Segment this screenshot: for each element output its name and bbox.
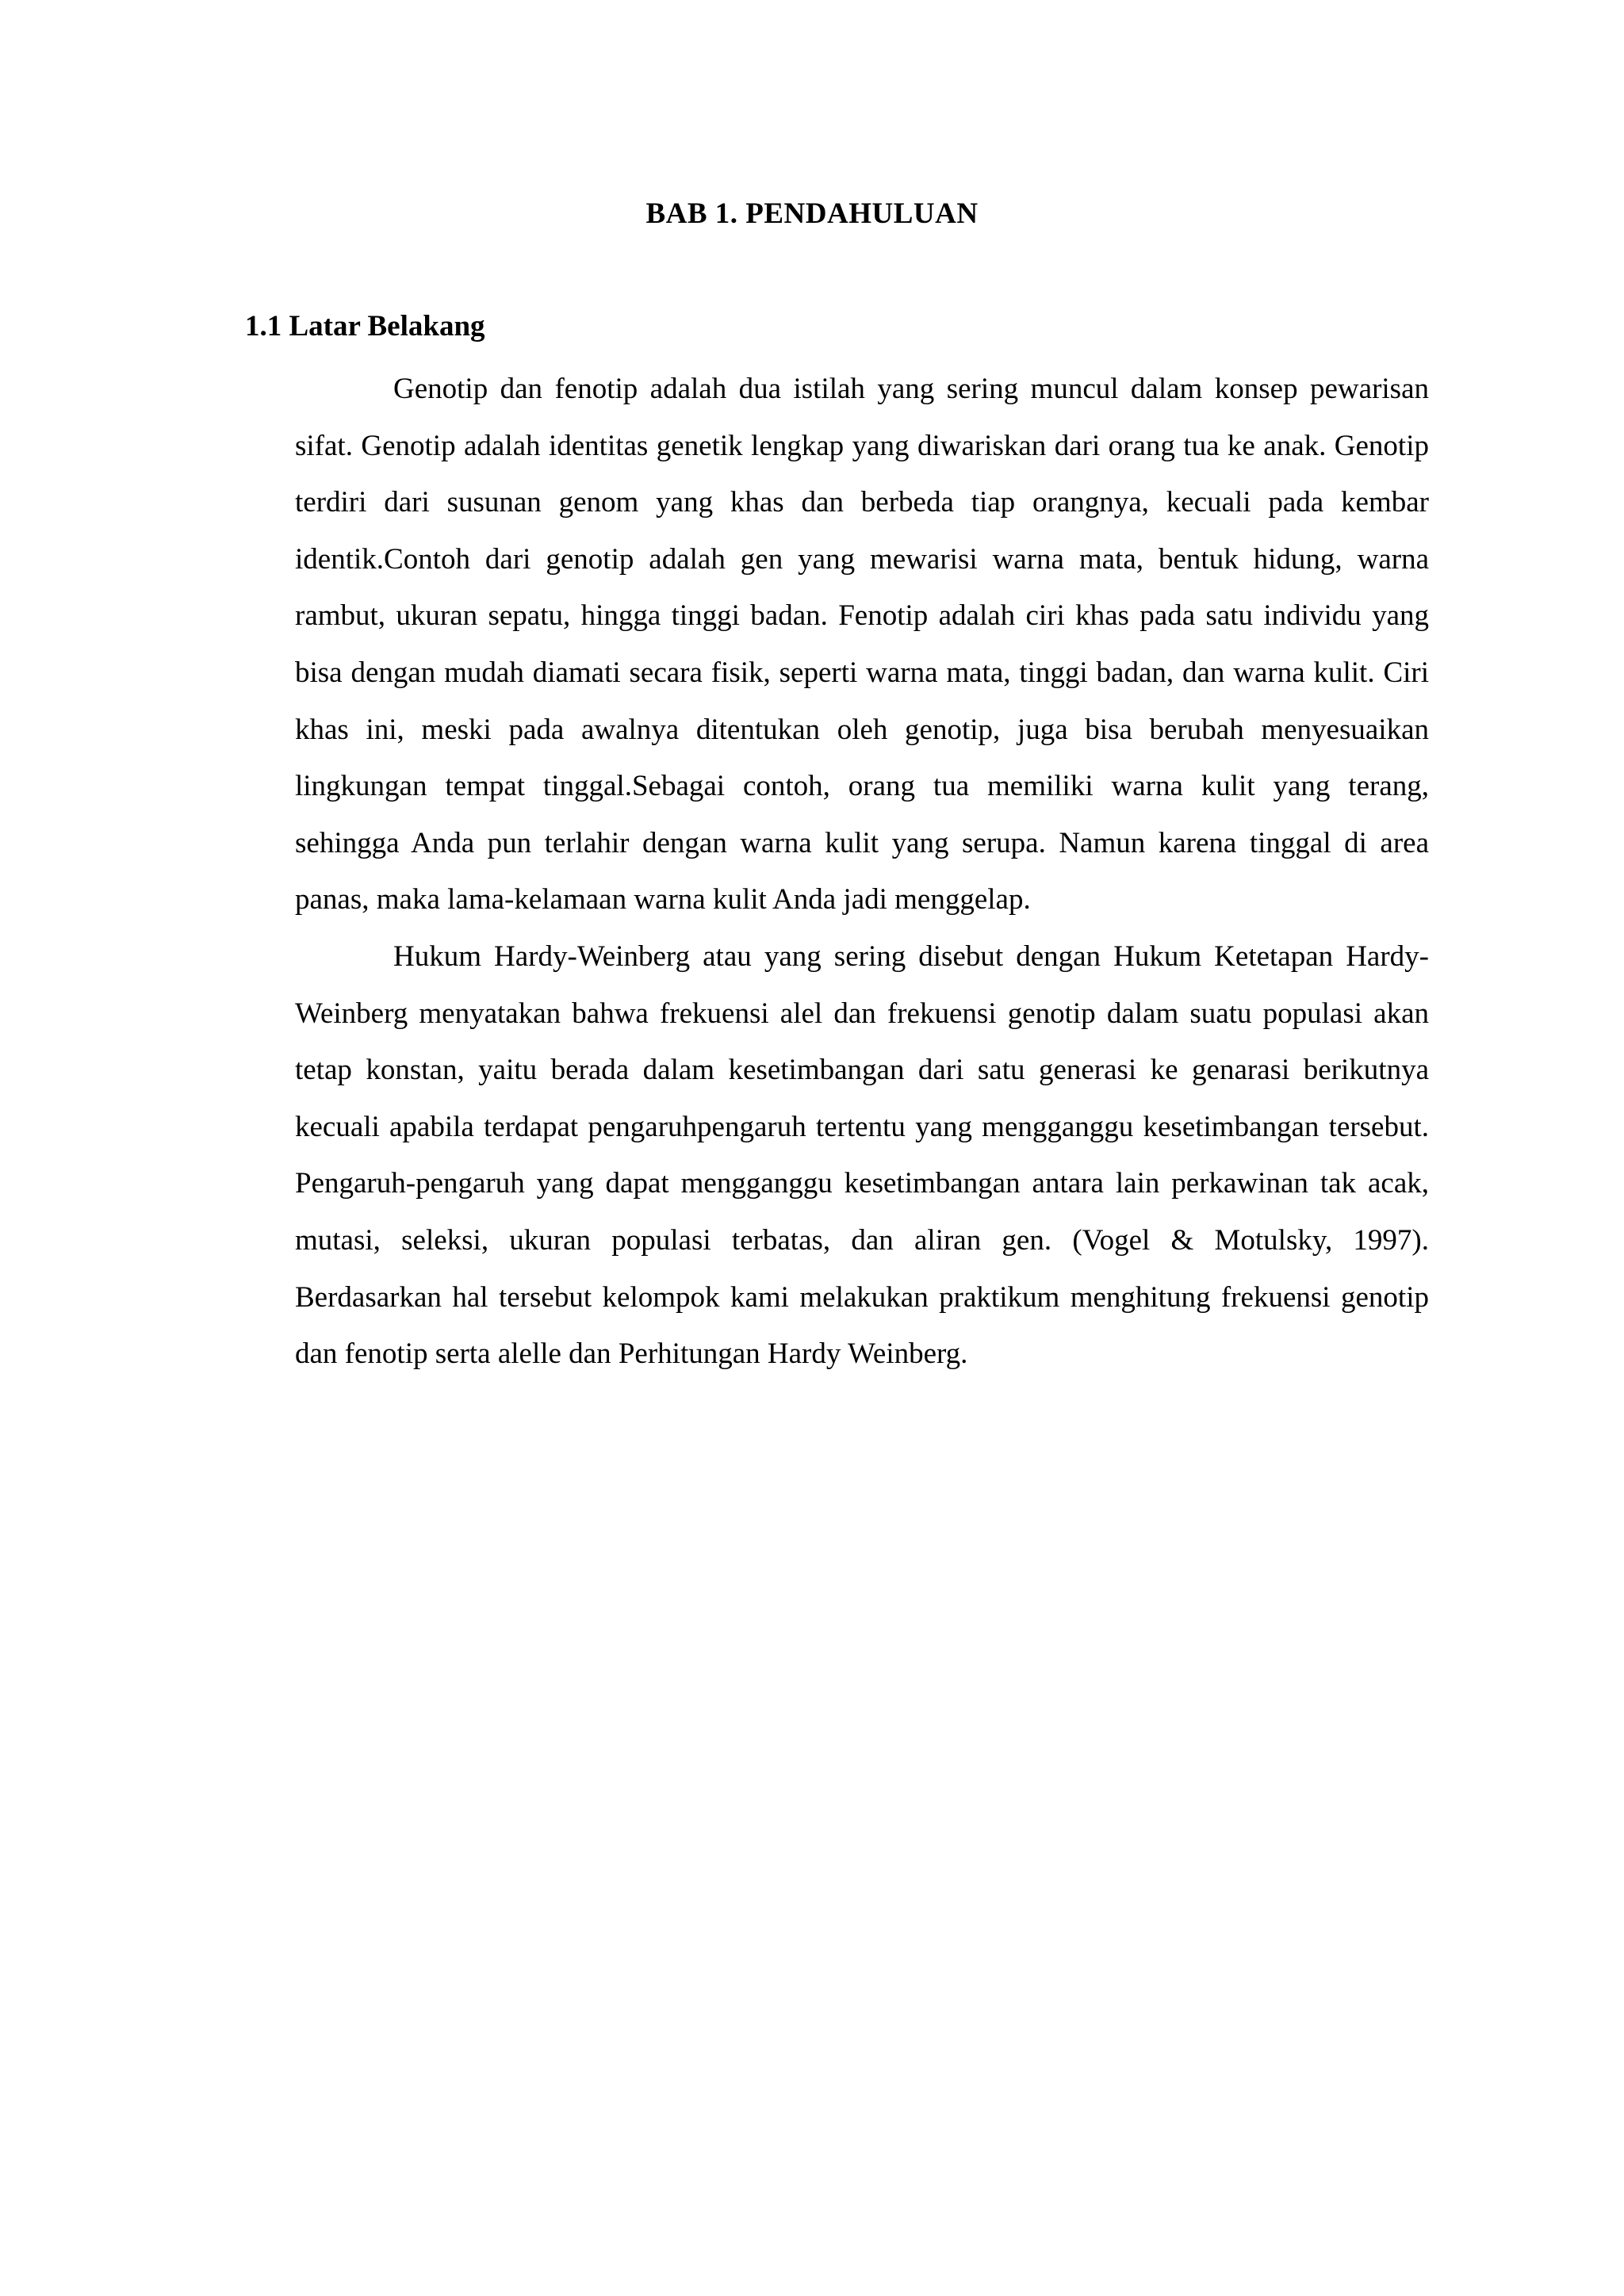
section-title: 1.1 Latar Belakang	[245, 310, 485, 342]
paragraph-hardy-weinberg: Hukum Hardy-Weinberg atau yang sering disebut dengan Hukum Ketetapan Hardy-Weinberg menyatakan bahwa frekuensi alel dan frekuensi genotip dalam suatu populasi akan tetap konstan, yaitu berada dalam kesetimbangan dari satu generasi ke genarasi berikutnya kecuali apabila terdapat pengaruhpengaruh tertentu yang mengganggu kesetimbangan tersebut. Pengaruh-pengaruh yang dapat mengganggu kesetimbangan antara lain perkawinan tak acak, mutasi, seleksi, ukuran populasi terbatas, dan aliran gen. (Vogel & Motulsky, 1997). Berdasarkan hal tersebut kelompok kami melakukan praktikum menghitung frekuensi genotip dan fenotip serta alelle dan Perhitungan Hardy Weinberg.	[295, 939, 1429, 1371]
chapter-title: BAB 1. PENDAHULUAN	[645, 197, 979, 230]
body-text	[295, 361, 1429, 1383]
paragraph-genotype-phenotype: Genotip dan fenotip adalah dua istilah yang sering muncul dalam konsep pewarisan sifat. Genotip adalah identitas genetik lengkap yang diwariskan dari orang tua ke anak. Genotip terdiri dari susunan genom yang khas dan berbeda tiap orangnya, kecuali pada kembar identik.Contoh dari genotip adalah gen yang mewarisi warna mata, bentuk hidung, warna rambut, ukuran sepatu, hingga tinggi badan. Fenotip adalah ciri khas pada satu individu yang bisa dengan mudah diamati secara fisik, seperti warna mata, tinggi badan, dan warna kulit. Ciri khas ini, meski pada awalnya ditentukan oleh genotip, juga bisa berubah menyesuaikan lingkungan tempat tinggal.Sebagai contoh, orang tua memiliki warna kulit yang terang, sehingga Anda pun terlahir dengan warna kulit yang serupa. Namun karena tinggal di area panas, maka lama-kelamaan warna kulit Anda jadi menggelap.	[295, 373, 1429, 916]
